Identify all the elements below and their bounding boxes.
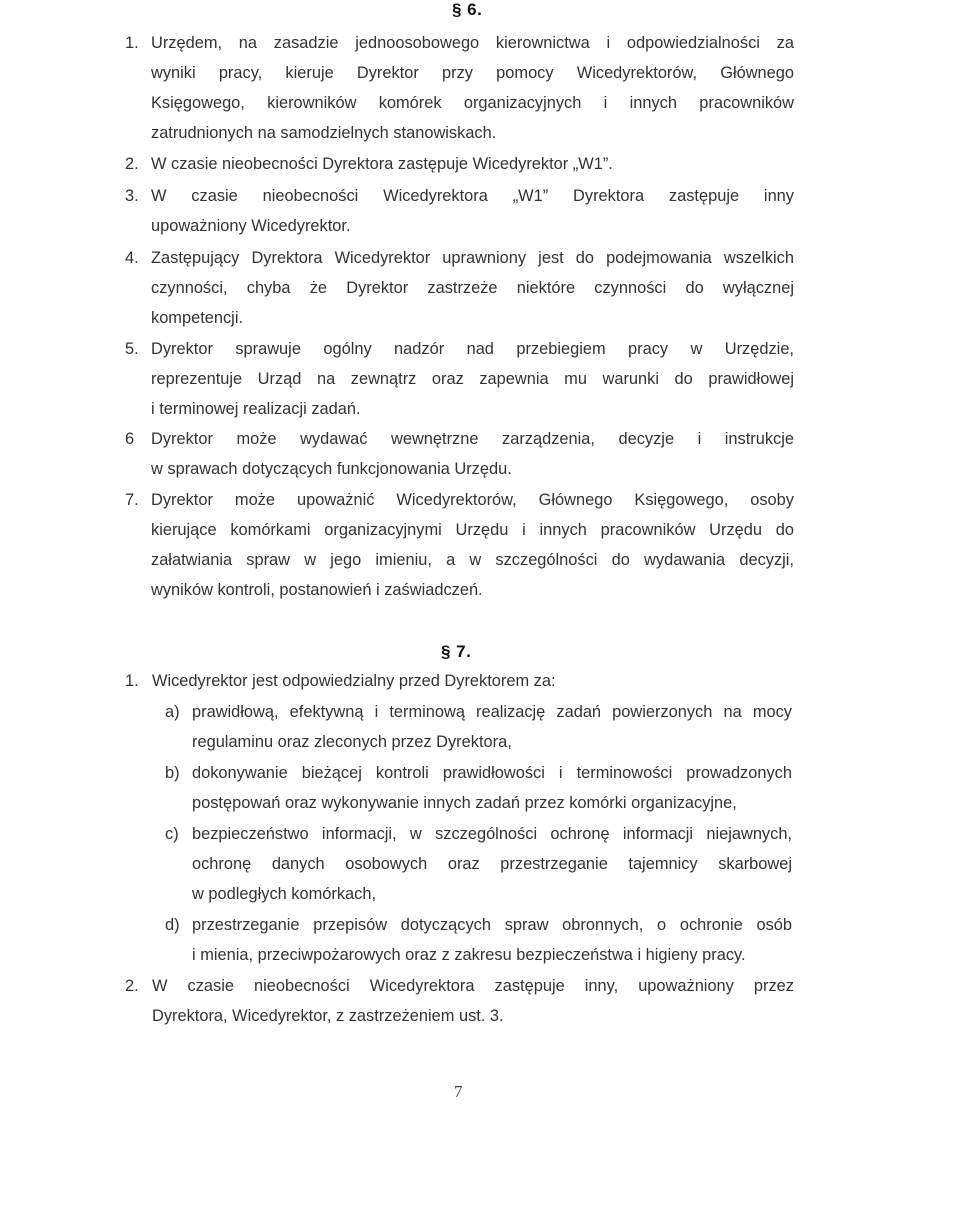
text-line: bezpieczeństwo informacji, w szczególności ochronę informacji niejawnych, [192, 825, 792, 843]
text-line: w sprawach dotyczących funkcjonowania Urzędu. [151, 460, 512, 478]
section-7-heading: § 7. [441, 642, 472, 661]
item-number: 4. [125, 249, 139, 267]
s7-subitem-b [165, 758, 795, 818]
text-line: zatrudnionych na samodzielnych stanowiskach. [151, 124, 497, 142]
text-line: czynności, chyba że Dyrektor zastrzeże niektóre czynności do wyłącznej [151, 279, 794, 297]
text-line: Zastępujący Dyrektora Wicedyrektor uprawniony jest do podejmowania wszelkich [151, 249, 794, 267]
subitem-letter: a) [165, 703, 180, 721]
text-line: W czasie nieobecności Wicedyrektora zastępuje inny, upoważniony przez [152, 977, 794, 995]
text-line: w podległych komórkach, [192, 885, 377, 903]
subitem-letter: c) [165, 825, 179, 843]
item-text [152, 666, 794, 696]
text-line: reprezentuje Urząd na zewnątrz oraz zapewnia mu warunki do prawidłowej [151, 370, 794, 388]
item-number: 6 [125, 430, 135, 448]
subitem-letter: b) [165, 764, 180, 782]
item-number: 1. [125, 34, 139, 52]
text-line: kompetencji. [151, 309, 244, 327]
item-number: 2. [125, 155, 139, 173]
item-number: 3. [125, 187, 139, 205]
item-number: 2. [125, 977, 139, 995]
text-line: prawidłową, efektywną i terminową realizację zadań powierzonych na mocy [192, 703, 792, 721]
item-text [151, 485, 794, 605]
subitem-text [192, 697, 792, 757]
text-line: wyniki pracy, kieruje Dyrektor przy pomocy Wicedyrektorów, Głównego [151, 64, 794, 82]
item-number: 7. [125, 491, 139, 509]
subitem-text [192, 758, 792, 818]
subitem-letter: d) [165, 916, 180, 934]
item-text [152, 971, 794, 1031]
text-line: Dyrektora, Wicedyrektor, z zastrzeżeniem ust. 3. [152, 1007, 504, 1025]
item-text [151, 334, 794, 424]
subitem-text [192, 819, 792, 909]
text-line: postępowań oraz wykonywanie innych zadań przez komórki organizacyjne, [192, 794, 737, 812]
text-line: Dyrektor może upoważnić Wicedyrektorów, Głównego Księgowego, osoby [151, 491, 794, 509]
s6-item-6 [125, 424, 795, 484]
text-line: kierujące komórkami organizacyjnymi Urzędu i innych pracowników Urzędu do [151, 521, 794, 539]
item-text [151, 424, 794, 484]
text-line: Dyrektor sprawuje ogólny nadzór nad przebiegiem pracy w Urzędzie, [151, 340, 794, 358]
item-number: 5. [125, 340, 139, 358]
s6-item-4 [125, 243, 795, 333]
text-line: wyników kontroli, postanowień i zaświadczeń. [151, 581, 483, 599]
text-line: W czasie nieobecności Wicedyrektora „W1” Dyrektora zastępuje inny [151, 187, 794, 205]
s7-subitem-a [165, 697, 795, 757]
s6-item-3 [125, 181, 795, 241]
page-number: 7 [454, 1082, 463, 1101]
text-line: Księgowego, kierowników komórek organizacyjnych i innych pracowników [151, 94, 794, 112]
s7-subitem-c [165, 819, 795, 909]
text-line: załatwiania spraw w jego imieniu, a w szczególności do wydawania decyzji, [151, 551, 794, 569]
s6-item-5 [125, 334, 795, 424]
text-line: i mienia, przeciwpożarowych oraz z zakresu bezpieczeństwa i higieny pracy. [192, 946, 746, 964]
text-line: Dyrektor może wydawać wewnętrzne zarządzenia, decyzje i instrukcje [151, 430, 794, 448]
item-text [151, 28, 794, 148]
text-line: Urzędem, na zasadzie jednoosobowego kierownictwa i odpowiedzialności za [151, 34, 794, 52]
s6-item-2 [125, 149, 795, 179]
s7-item-1 [125, 666, 795, 696]
s7-item-2 [125, 971, 795, 1031]
subitem-text [192, 910, 792, 970]
item-text [151, 149, 794, 179]
s6-item-1 [125, 28, 795, 148]
text-line: Wicedyrektor jest odpowiedzialny przed Dyrektorem za: [152, 672, 556, 690]
text-line: W czasie nieobecności Dyrektora zastępuje Wicedyrektor „W1”. [151, 155, 613, 173]
item-text [151, 243, 794, 333]
section-6-heading: § 6. [452, 0, 483, 19]
text-line: regulaminu oraz zleconych przez Dyrektora, [192, 733, 512, 751]
s7-subitem-d [165, 910, 795, 970]
text-line: ochronę danych osobowych oraz przestrzeganie tajemnicy skarbowej [192, 855, 792, 873]
text-line: i terminowej realizacji zadań. [151, 400, 361, 418]
text-line: upoważniony Wicedyrektor. [151, 217, 351, 235]
item-number: 1. [125, 672, 139, 690]
s6-item-7 [125, 485, 795, 605]
item-text [151, 181, 794, 241]
text-line: dokonywanie bieżącej kontroli prawidłowości i terminowości prowadzonych [192, 764, 792, 782]
text-line: przestrzeganie przepisów dotyczących spraw obronnych, o ochronie osób [192, 916, 792, 934]
